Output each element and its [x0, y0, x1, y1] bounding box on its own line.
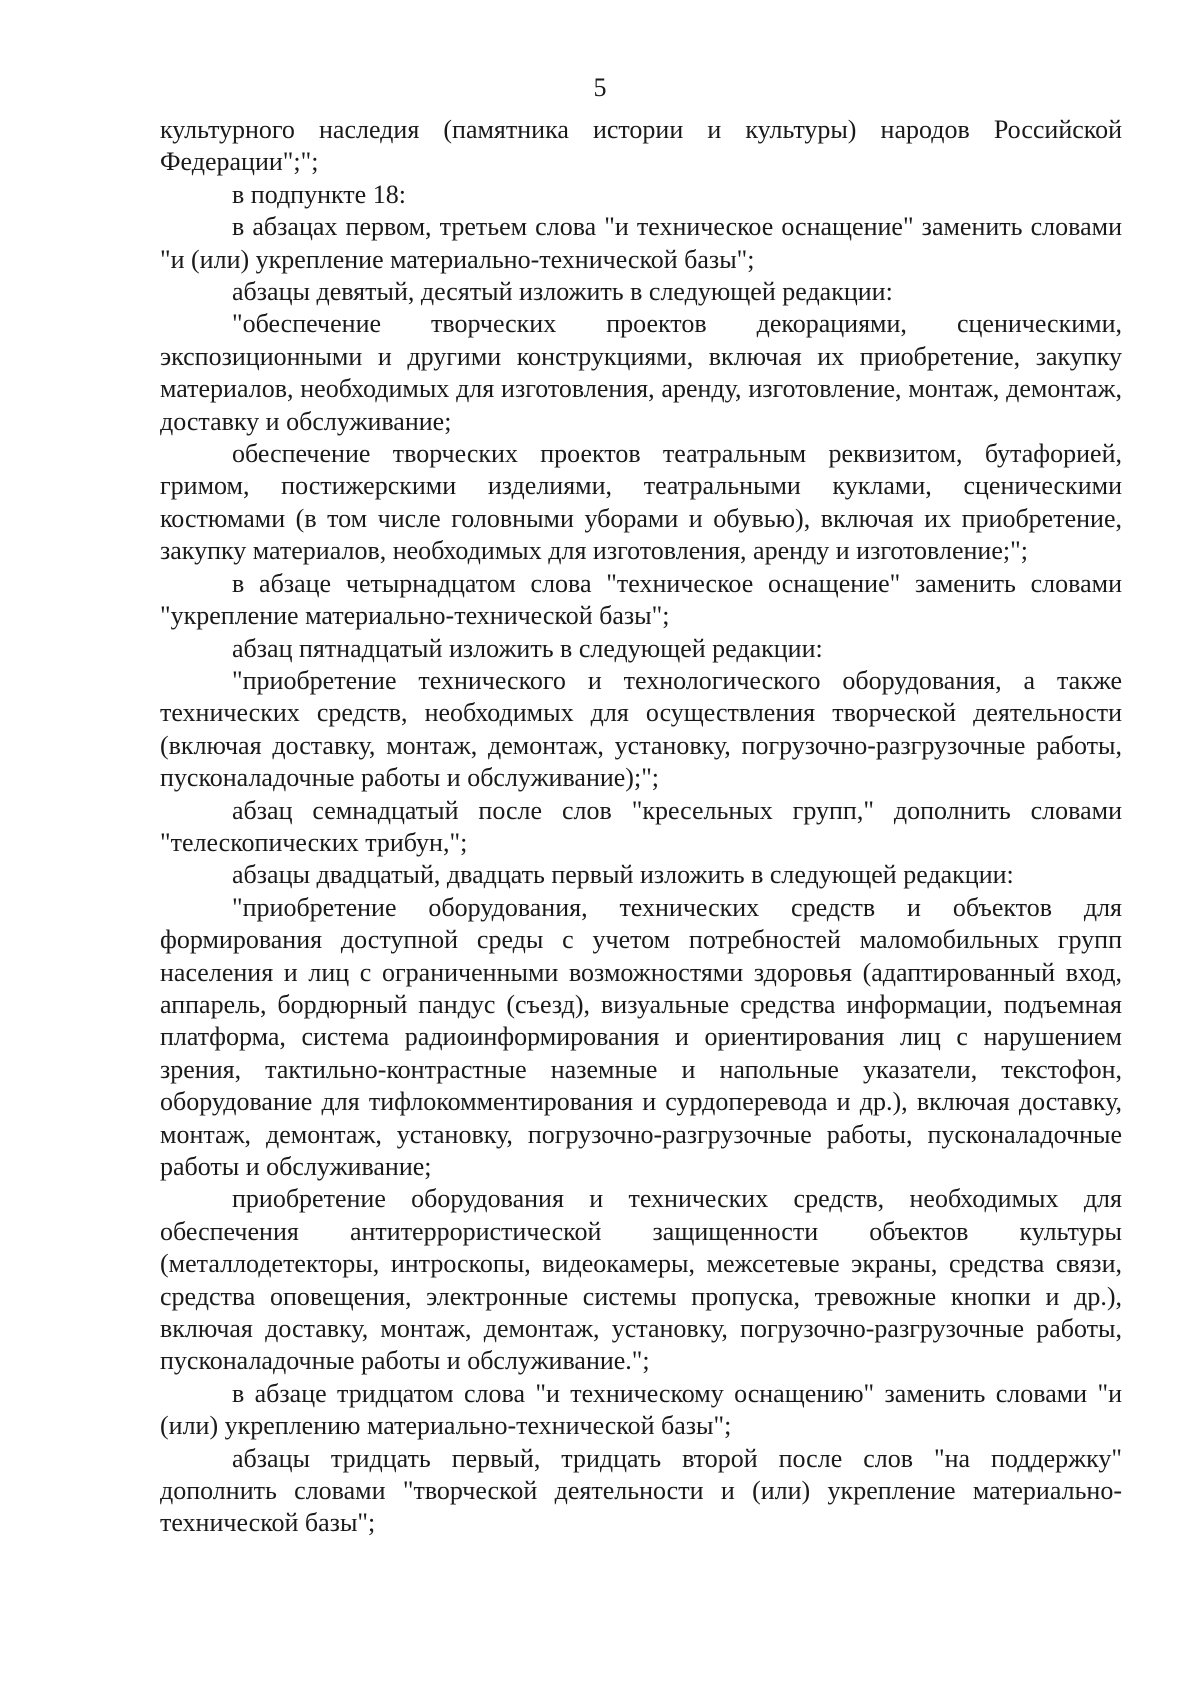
paragraph: приобретение оборудования и технических средств, необходимых для обеспечения антитеррористической защищенности объектов культуры (металлодетекторы, интроскопы, видеокамеры, межсетевые экраны, средства связи, средства оповещения, электронные системы пропуска, тревожные кнопки и др.), включая доставку, монтаж, демонтаж, установку, погрузочно-разгрузочные работы, пусконаладочные работы и обслуживание.";	[160, 1184, 1122, 1376]
page-number: 5	[593, 73, 607, 102]
paragraph: в подпункте 18:	[232, 179, 406, 209]
paragraph: в абзаце тридцатом слова "и техническому оснащению" заменить словами "и (или) укреплению материально-технической базы";	[160, 1378, 1122, 1441]
paragraph: в абзаце четырнадцатом слова "техническое оснащение" заменить словами "укрепление материально-технической базы";	[160, 568, 1122, 631]
document-body	[160, 114, 1122, 1540]
paragraph: абзацы тридцать первый, тридцать второй после слов "на поддержку" дополнить словами "творческой деятельности и (или) укрепление материально-технической базы";	[160, 1443, 1122, 1538]
paragraph: абзац семнадцатый после слов "кресельных групп," дополнить словами "телескопических трибун,";	[160, 795, 1122, 857]
paragraph: культурного наследия (памятника истории и культуры) народов Российской Федерации";";	[160, 115, 1122, 177]
paragraph: абзац пятнадцатый изложить в следующей редакции:	[232, 633, 823, 663]
paragraph: "приобретение технического и технологического оборудования, а также технических средств, необходимых для осуществления творческой деятельности (включая доставку, монтаж, демонтаж, установку, погрузочно-разгрузочные работы, пусконаладочные работы и обслуживание);";	[160, 665, 1122, 793]
paragraph: обеспечение творческих проектов театральным реквизитом, бутафорией, гримом, постижерскими изделиями, театральными куклами, сценическими костюмами (в том числе головными уборами и обувью), включая их приобретение, закупку материалов, необходимых для изготовления, аренду и изготовление;";	[160, 439, 1122, 566]
paragraph: абзацы девятый, десятый изложить в следующей редакции:	[232, 277, 893, 307]
paragraph: "обеспечение творческих проектов декорациями, сценическими, экспозиционными и другими конструкциями, включая их приобретение, закупку материалов, необходимых для изготовления, аренду, изготовление, монтаж, демонтаж, доставку и обслуживание;	[160, 309, 1122, 436]
paragraph: в абзацах первом, третьем слова "и техническое оснащение" заменить словами "и (или) укрепление материально-технической базы";	[160, 212, 1122, 274]
paragraph: абзацы двадцатый, двадцать первый изложить в следующей редакции:	[232, 860, 1014, 890]
paragraph: "приобретение оборудования, технических средств и объектов для формирования доступной среды с учетом потребностей маломобильных групп населения и лиц с ограниченными возможностями здоровья (адаптированный вход, аппарель, бордюрный пандус (съезд), визуальные средства информации, подъемная платформа, система радиоинформирования и ориентирования лиц с нарушением зрения, тактильно-контрастные наземные и напольные указатели, текстофон, оборудование для тифлокомментирования и сурдоперевода и др.), включая доставку, монтаж, демонтаж, установку, погрузочно-разгрузочные работы, пусконаладочные работы и обслуживание;	[160, 892, 1122, 1181]
